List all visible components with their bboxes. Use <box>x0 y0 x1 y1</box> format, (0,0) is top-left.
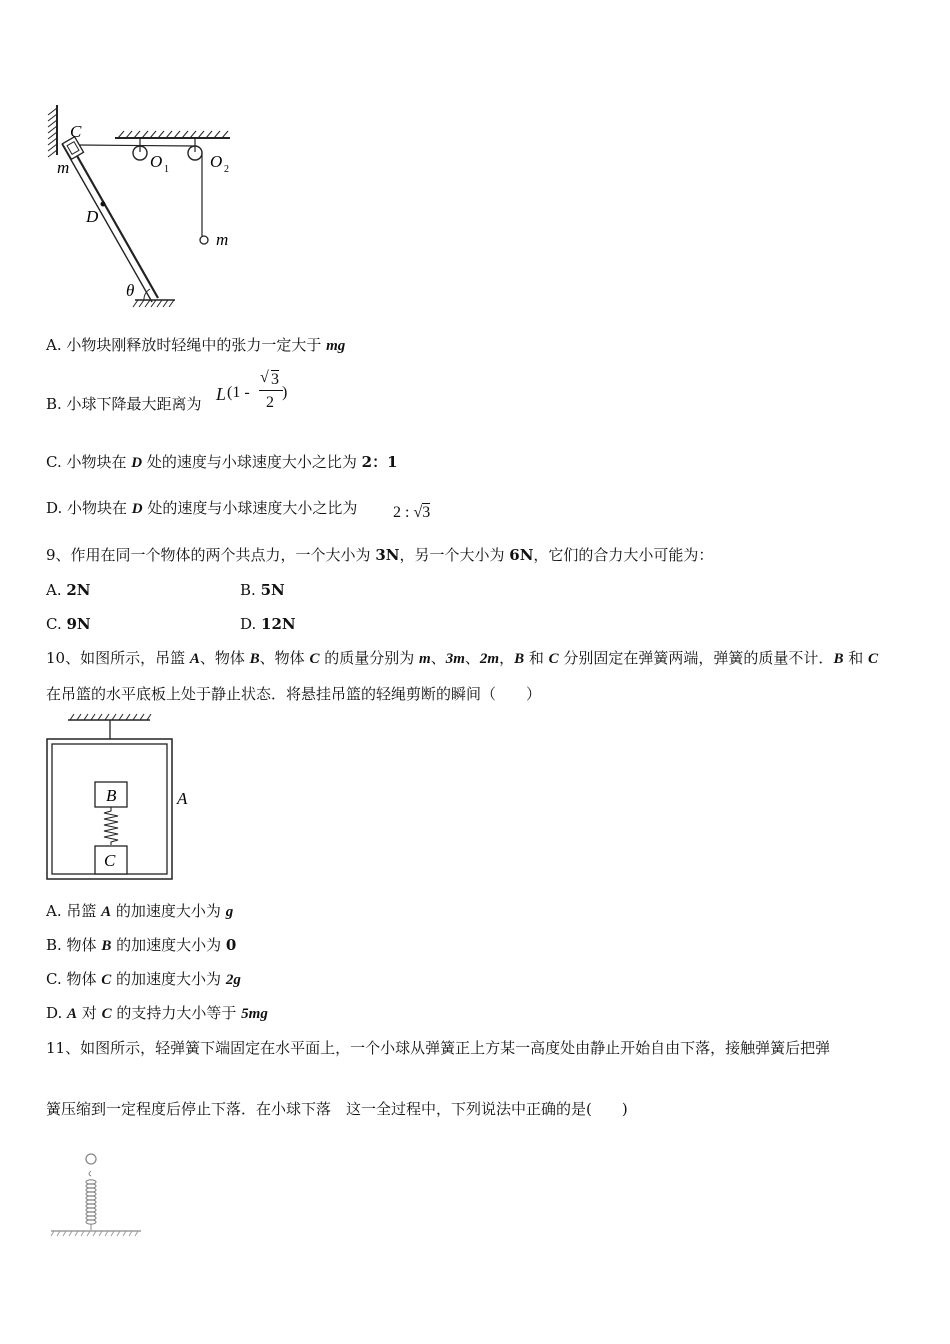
label-c: C <box>104 851 116 870</box>
q11-stem-line1: 11、如图所示，轻弹簧下端固定在水平面上，一个小球从弹簧正上方某一高度处由静止开始自由下落，接触弹簧后把弹 <box>46 1039 831 1057</box>
q10-stem-line2: 在吊篮的水平底板上处于静止状态．将悬挂吊篮的轻绳剪断的瞬间（ ） <box>46 685 542 703</box>
q8-option-c: C. 小物块在 D 处的速度与小球速度大小之比为 2：1 <box>46 453 398 471</box>
label-a: A <box>177 789 188 808</box>
label-b: B <box>106 786 117 805</box>
label-theta: θ <box>126 281 135 300</box>
label-o2-sub: 2 <box>224 164 229 175</box>
ball-spring-figure <box>46 1145 146 1240</box>
q10-option-a: A. 吊篮 A 的加速度大小为 g <box>46 902 234 920</box>
pulley-incline-figure <box>40 100 250 315</box>
q9-option-c: C. 9N <box>46 615 91 633</box>
q8-option-d-ratio: 2 : √3 <box>393 504 431 521</box>
q8-option-a: A. 小物块刚释放时轻绳中的张力一定大于 mg <box>46 336 346 354</box>
q9-option-d: D. 12N <box>240 615 296 633</box>
label-c: C <box>70 122 82 141</box>
label-m-block: m <box>57 158 70 177</box>
label-d: D <box>86 207 99 226</box>
q10-option-b: B. 物体 B 的加速度大小为 0 <box>46 936 237 954</box>
q8-option-b-formula: L (1 - √ 3 2 ) <box>216 369 288 411</box>
q8-option-b: B. 小球下降最大距离为 <box>46 395 202 413</box>
basket-spring-figure <box>40 712 200 884</box>
label-o1-sub: 1 <box>164 164 169 175</box>
q10-option-c: C. 物体 C 的加速度大小为 2g <box>46 970 241 988</box>
q9-stem: 9、作用在同一个物体的两个共点力，一个大小为 3N，另一个大小为 6N，它们的合力大小可能为： <box>46 546 714 564</box>
label-o2: O <box>210 152 223 171</box>
label-o1: O <box>150 152 163 171</box>
q9-option-b: B. 5N <box>240 581 285 599</box>
q10-stem-line1: 10、如图所示，吊篮 A、物体 B、物体 C 的质量分别为 m、3m、2m，B 和 C 分别固定在弹簧两端，弹簧的质量不计．B 和 C <box>46 649 879 667</box>
q9-option-a: A. 2N <box>46 581 91 599</box>
label-m-ball: m <box>216 230 229 249</box>
q11-stem-line2: 簧压缩到一定程度后停止下落．在小球下落 这一全过程中，下列说法中正确的是( ) <box>46 1100 628 1118</box>
q8-option-d: D. 小物块在 D 处的速度与小球速度大小之比为 <box>46 499 358 517</box>
q10-option-d: D. A 对 C 的支持力大小等于 5mg <box>46 1004 268 1022</box>
